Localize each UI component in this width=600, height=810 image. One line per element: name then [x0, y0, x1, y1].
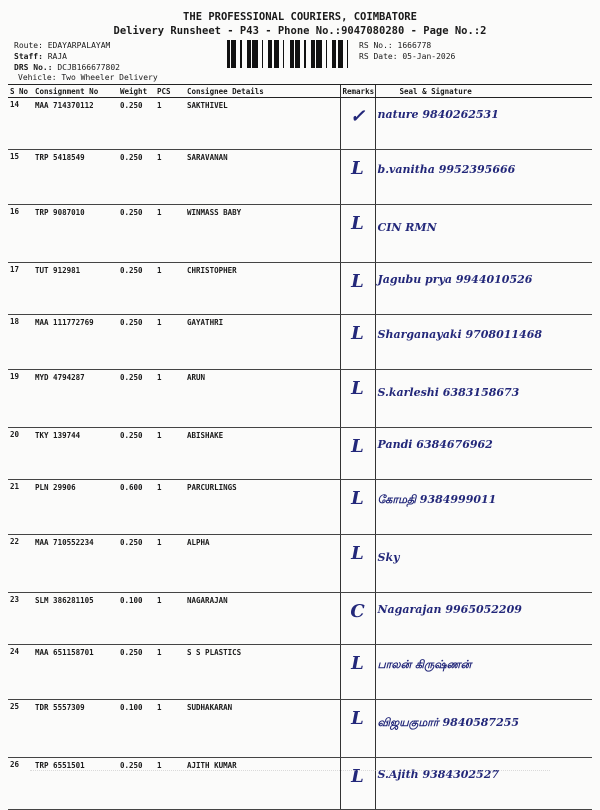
row-remark-mark: L — [340, 535, 375, 593]
row-sno: 25 — [8, 700, 33, 758]
row-remark-mark: L — [340, 315, 375, 370]
barcode-bar — [252, 40, 254, 68]
drs-value: DCJB166677802 — [57, 63, 120, 72]
row-consignee: NAGARAJAN — [185, 593, 340, 645]
row-consignment-no: TRP 5418549 — [33, 150, 118, 205]
barcode-bar — [298, 40, 299, 68]
barcode-bar — [291, 40, 292, 68]
row-weight: 0.250 — [118, 428, 155, 480]
row-pcs: 1 — [155, 150, 185, 205]
row-weight: 0.250 — [118, 535, 155, 593]
barcode-bar — [231, 40, 232, 68]
table-row — [8, 535, 592, 593]
rs-no-line — [359, 41, 431, 50]
row-sno: 18 — [8, 315, 33, 370]
barcode-bar — [232, 40, 234, 68]
runsheet-table — [8, 84, 592, 810]
row-weight: 0.250 — [118, 758, 155, 810]
table-row — [8, 700, 592, 758]
col-consignee: Consignee Details — [185, 85, 340, 98]
col-sno: S No — [8, 85, 33, 98]
barcode-bar — [262, 40, 263, 68]
barcode-bar — [292, 40, 294, 68]
row-sno: 26 — [8, 758, 33, 810]
barcode-bar — [247, 40, 248, 68]
barcode-bar — [332, 40, 334, 68]
route-line — [14, 41, 110, 50]
vehicle-label: Vehicle: — [18, 73, 62, 82]
barcode-bar — [316, 40, 318, 68]
row-signature: விஜயகுமார் 9840587255 — [375, 700, 592, 758]
row-consignee: ALPHA — [185, 535, 340, 593]
row-signature: கோமதி 9384999011 — [375, 480, 592, 535]
row-consignee: SAKTHIVEL — [185, 98, 340, 150]
barcode-bar — [318, 40, 319, 68]
row-consignee: GAYATHRI — [185, 315, 340, 370]
row-signature: Pandi 6384676962 — [375, 428, 592, 480]
barcode-bar — [304, 40, 306, 68]
row-remark-mark: L — [340, 263, 375, 315]
barcode-bar — [319, 40, 320, 68]
staff-line — [14, 52, 67, 61]
row-signature: Sky — [375, 535, 592, 593]
row-sno: 16 — [8, 205, 33, 263]
barcode-bar — [248, 40, 250, 68]
barcode-bar — [227, 40, 228, 68]
drs-line — [14, 63, 120, 72]
table-row — [8, 315, 592, 370]
col-consignment: Consignment No — [33, 85, 118, 98]
row-consignee: PARCURLINGS — [185, 480, 340, 535]
table-row — [8, 593, 592, 645]
col-signature: Seal & Signature — [375, 85, 592, 98]
table-row — [8, 645, 592, 700]
row-consignment-no: TRP 9087010 — [33, 205, 118, 263]
barcode-bar — [270, 40, 271, 68]
row-pcs: 1 — [155, 535, 185, 593]
row-consignment-no: MAA 111772769 — [33, 315, 118, 370]
row-consignment-no: SLM 386281105 — [33, 593, 118, 645]
barcode-bar — [275, 40, 276, 68]
table-row — [8, 428, 592, 480]
row-weight: 0.250 — [118, 645, 155, 700]
barcode-bar — [320, 40, 322, 68]
barcode-bar — [274, 40, 275, 68]
row-sno: 14 — [8, 98, 33, 150]
rs-date-label: RS Date: — [359, 52, 403, 61]
route-value: EDAYARPALAYAM — [47, 41, 111, 50]
row-sno: 21 — [8, 480, 33, 535]
row-weight: 0.100 — [118, 700, 155, 758]
row-consignment-no: MAA 714370112 — [33, 98, 118, 150]
row-pcs: 1 — [155, 315, 185, 370]
row-consignee: S S PLASTICS — [185, 645, 340, 700]
row-consignment-no: MYD 4794287 — [33, 370, 118, 428]
row-remark-mark: L — [340, 370, 375, 428]
rs-no-label: RS No.: — [359, 41, 398, 50]
row-sno: 19 — [8, 370, 33, 428]
row-consignment-no: TRP 6551501 — [33, 758, 118, 810]
barcode-bar — [314, 40, 315, 68]
row-consignment-no: TKY 139744 — [33, 428, 118, 480]
table-row — [8, 370, 592, 428]
row-weight: 0.250 — [118, 263, 155, 315]
barcode-bar — [278, 40, 279, 68]
barcode-bar — [240, 40, 242, 68]
row-remark-mark: L — [340, 428, 375, 480]
table-header-row — [8, 85, 592, 98]
row-pcs: 1 — [155, 593, 185, 645]
barcode-bar — [255, 40, 256, 68]
row-consignment-no: MAA 651158701 — [33, 645, 118, 700]
barcode-bar — [312, 40, 314, 68]
row-remark-mark: L — [340, 150, 375, 205]
table-row — [8, 480, 592, 535]
row-sno: 24 — [8, 645, 33, 700]
row-pcs: 1 — [155, 428, 185, 480]
barcode-bar — [296, 40, 298, 68]
table-row — [8, 205, 592, 263]
barcode-bar — [335, 40, 336, 68]
barcode-bar — [342, 40, 343, 68]
rs-date-value: 05-Jan-2026 — [402, 52, 456, 61]
drs-label: DRS No.: — [14, 63, 58, 72]
row-signature: Sharganayaki 9708011468 — [375, 315, 592, 370]
row-consignment-no: PLN 29906 — [33, 480, 118, 535]
barcode-bar — [299, 40, 300, 68]
row-consignment-no: TDR 5557309 — [33, 700, 118, 758]
row-remark-mark: L — [340, 700, 375, 758]
row-consignment-no: MAA 710552234 — [33, 535, 118, 593]
barcode-bar — [250, 40, 251, 68]
row-signature: Jagubu prya 9944010526 — [375, 263, 592, 315]
row-remark-mark: ✓ — [340, 98, 375, 150]
row-sno: 15 — [8, 150, 33, 205]
staff-value: RAJA — [47, 52, 67, 61]
row-pcs: 1 — [155, 645, 185, 700]
row-consignee: ABISHAKE — [185, 428, 340, 480]
row-pcs: 1 — [155, 480, 185, 535]
row-consignee: SARAVANAN — [185, 150, 340, 205]
row-consignment-no: TUT 912981 — [33, 263, 118, 315]
row-sno: 17 — [8, 263, 33, 315]
row-signature: CIN RMN — [375, 205, 592, 263]
company-title: THE PROFESSIONAL COURIERS, COIMBATORE — [183, 11, 417, 23]
row-weight: 0.250 — [118, 98, 155, 150]
barcode-bar — [234, 40, 235, 68]
barcode-bar — [256, 40, 258, 68]
barcode-bar — [326, 40, 327, 68]
row-pcs: 1 — [155, 205, 185, 263]
row-sno: 20 — [8, 428, 33, 480]
row-consignee: AJITH KUMAR — [185, 758, 340, 810]
row-signature: Nagarajan 9965052209 — [375, 593, 592, 645]
col-weight: Weight — [118, 85, 155, 98]
barcode-bar — [338, 40, 339, 68]
row-signature: S.karleshi 6383158673 — [375, 370, 592, 428]
rs-no-value: 1666778 — [397, 41, 432, 50]
barcode-bar — [276, 40, 278, 68]
vehicle-value: Two Wheeler Delivery — [61, 73, 158, 82]
row-consignee: SUDHAKARAN — [185, 700, 340, 758]
row-remark-mark: L — [340, 205, 375, 263]
barcode-bar — [228, 40, 230, 68]
row-consignee: ARUN — [185, 370, 340, 428]
barcode-bar — [271, 40, 272, 68]
row-pcs: 1 — [155, 700, 185, 758]
staff-label: Staff: — [14, 52, 48, 61]
barcode-bar — [290, 40, 291, 68]
row-remark-mark: L — [340, 480, 375, 535]
row-pcs: 1 — [155, 758, 185, 810]
row-remark-mark: C — [340, 593, 375, 645]
barcode-bar — [311, 40, 312, 68]
row-signature: S.Ajith 9384302527 — [375, 758, 592, 810]
row-signature: b.vanitha 9952395666 — [375, 150, 592, 205]
row-signature: பாலன் கிருஷ்ணன் — [375, 645, 592, 700]
col-remarks: Remarks — [340, 85, 375, 98]
row-weight: 0.250 — [118, 205, 155, 263]
route-label: Route: — [14, 41, 48, 50]
row-weight: 0.600 — [118, 480, 155, 535]
row-weight: 0.100 — [118, 593, 155, 645]
scan-noise — [30, 770, 550, 783]
barcode-bar — [254, 40, 255, 68]
barcode-image — [227, 40, 354, 68]
table-row — [8, 98, 592, 150]
row-consignee: WINMASS BABY — [185, 205, 340, 263]
col-pcs: PCS — [155, 85, 185, 98]
row-remark-mark: L — [340, 758, 375, 810]
barcode-bar — [268, 40, 270, 68]
row-pcs: 1 — [155, 263, 185, 315]
barcode-bar — [295, 40, 296, 68]
runsheet-title: Delivery Runsheet - P43 - Phone No.:9047080280 - Page No.:2 — [113, 25, 487, 37]
table-row — [8, 758, 592, 810]
barcode-bar — [235, 40, 236, 68]
barcode-bar — [347, 40, 348, 68]
barcode-bar — [339, 40, 340, 68]
row-weight: 0.250 — [118, 150, 155, 205]
table-row — [8, 263, 592, 315]
row-sno: 22 — [8, 535, 33, 593]
row-weight: 0.250 — [118, 370, 155, 428]
row-remark-mark: L — [340, 645, 375, 700]
row-pcs: 1 — [155, 370, 185, 428]
table-row — [8, 150, 592, 205]
row-signature: nature 9840262531 — [375, 98, 592, 150]
row-weight: 0.250 — [118, 315, 155, 370]
row-sno: 23 — [8, 593, 33, 645]
vehicle-line — [18, 73, 158, 82]
barcode-bar — [340, 40, 342, 68]
barcode-bar — [283, 40, 284, 68]
row-pcs: 1 — [155, 98, 185, 150]
row-consignee: CHRISTOPHER — [185, 263, 340, 315]
rs-date-line — [359, 52, 455, 61]
barcode-bar — [334, 40, 335, 68]
